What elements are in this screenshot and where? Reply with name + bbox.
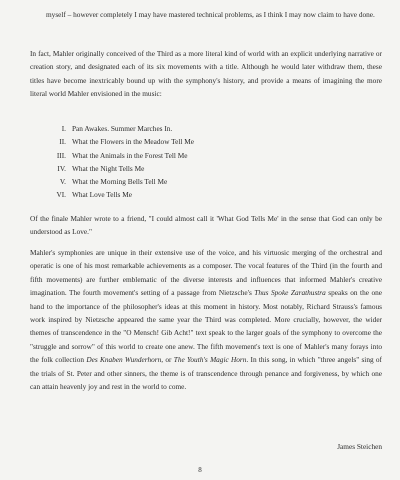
title-thus-spoke-zarathustra: Thus Spoke Zarathustra (254, 288, 326, 298)
author-signature: James Steichen (337, 442, 382, 451)
movement-title: What the Flowers in the Meadow Tell Me (72, 137, 194, 147)
movement-title: What the Morning Bells Tell Me (72, 177, 168, 187)
title-des-knaben-wunderhorn: Des Knaben Wunderhorn (86, 355, 162, 365)
title-youths-magic-horn: The Youth's Magic Horn (173, 355, 247, 365)
text-run: . In this song, in which "three angels" sing of the trials of St. Peter and other sinners, the theme is of transcendence through penance and forgiveness, by which one can attain heavenly joy and rest in the world to come. (30, 355, 382, 392)
list-item (38, 135, 368, 148)
list-item (38, 175, 368, 188)
movement-title: What Love Tells Me (72, 190, 132, 200)
movement-number: III. (56, 150, 66, 160)
text-run: , or (161, 355, 174, 365)
text-run: Mahler's symphonies are unique in their extensive use of the voice, and his virtuosic merging of the orchestral and operatic is one of his most remarkable achievements as a composer. The vocal features of the Third (in the fourth and fifth movements) are further emblematic of the diverse interests and influences that informed Mahler's creative imagination. The fourth movement's setting of a passage from Nietzsche's (30, 248, 382, 298)
movement-list (38, 122, 368, 202)
page-number: 8 (198, 466, 202, 474)
movement-number: VI. (56, 190, 66, 200)
paragraph-voice-in-symphonies (30, 246, 382, 393)
list-item (38, 162, 368, 175)
list-item (38, 149, 368, 162)
movement-title: Pan Awakes. Summer Marches In. (72, 124, 173, 133)
movement-title: What the Night Tells Me (72, 163, 145, 173)
paragraph-finale-quote: Of the finale Mahler wrote to a friend, "I could almost call it 'What God Tells Me' in the sense that God can only be understood as Love." (30, 214, 382, 237)
movement-number: II. (59, 137, 66, 147)
paragraph-movement-titles: In fact, Mahler originally conceived of the Third as a more literal kind of world with an explicit underlying narrative or creation story, and designated each of its six movements with a title. Although he would later withdraw them, these titles have become inextricably bound up with the symphony's history, and provide a means of imagining the more literal world Mahler envisioned in the music: (30, 49, 382, 99)
movement-number: I. (61, 124, 66, 133)
movement-number: IV. (57, 163, 66, 173)
movement-number: V. (59, 177, 66, 187)
list-item (38, 122, 368, 135)
text-run: speaks on the one hand to the importance of the philosopher's ideas at this moment in history. Most notably, Richard Strauss's famous work inspired by Nietzsche appeared the same year the Third was completed. More crucially, however, the wider themes of transcendence in the "O Mensch! Gib Acht!" text speak to the larger goals of the symphony to overcome the "struggle and sorrow" of this world to create one anew. The fifth movement's text is one of Mahler's many forays into the folk collection (30, 288, 383, 365)
list-item (38, 188, 368, 201)
movement-title: What the Animals in the Forest Tell Me (72, 150, 188, 160)
quote-continuation: myself – however completely I may have mastered technical problems, as I think I may now claim to have done. (46, 10, 375, 19)
